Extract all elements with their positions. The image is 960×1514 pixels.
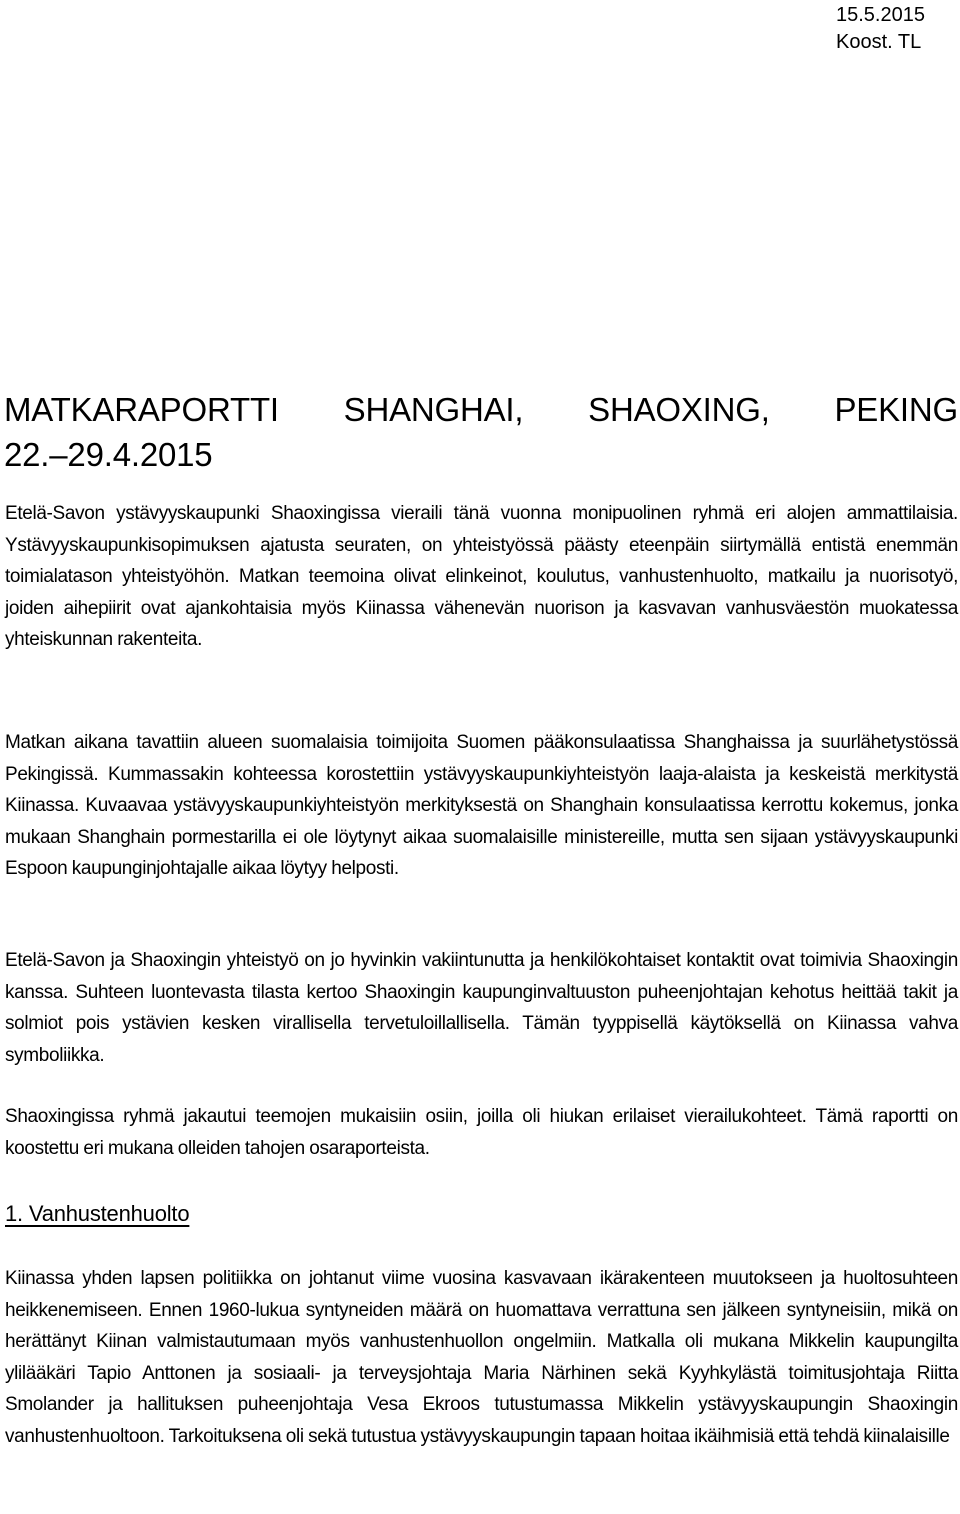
paragraph-intro: Etelä-Savon ystävyyskaupunki Shaoxingissa vieraili tänä vuonna monipuolinen ryhmä eri alojen ammattilaisia. Ystävyyskaupunkisopimuksen ajatusta seuraten, on yhteistyössä päästy eteenpäin siirtymällä entistä enemmän toimialatason yhteistyöhön. Matkan teemoina olivat elinkeinot, koulutus, vanhustenhuolto, matkailu ja nuorisotyö, joiden aihepiirit ovat ajankohtaisia myös Kiinassa vähenevän nuorison ja kasvavan vanhusväestön muokatessa yhteiskunnan rakenteita. bbox=[5, 503, 958, 650]
paragraph-cooperation: Etelä-Savon ja Shaoxingin yhteistyö on jo hyvinkin vakiintunutta ja henkilökohtaiset kontaktit ovat toimivia Shaoxingin kanssa. Suhteen luontevasta tilasta kertoo Shaoxingin kaupunginvaltuuston puheenjohtajan kehotus heittää takit ja solmiot pois ystävien kesken virallisella tervetuloillallisella. Tämän tyyppisellä käytöksellä on Kiinassa vahva symboliikka. bbox=[5, 950, 958, 1066]
title-word-matkaraportti: MATKARAPORTTI bbox=[4, 391, 279, 428]
paragraph-elderly-care: Kiinassa yhden lapsen politiikka on johtanut viime vuosina kasvavaan ikärakenteen muutokseen ja huoltosuhteen heikkenemiseen. Ennen 1960-lukua syntyneiden määrä on huomattava verrattuna sen jälkeen syntyneisiin, mikä on herättänyt Kiinan valmistautumaan myös vanhustenhuollon ongelmiin. Matkalla oli mukana Mikkelin kaupungilta ylilääkäri Tapio Anttonen ja sosiaali- ja terveysjohtaja Maria Närhinen sekä Kyyhkylästä toimitusjohtaja Riitta Smolander ja hallituksen puheenjohtaja Vesa Ekroos tutustumassa Mikkelin ystävyyskaupungin Shaoxingin vanhustenhuoltoon. Tarkoituksena oli sekä tutustua ystävyyskaupungin tapaan hoitaa ikäihmisiä että tehdä kiinalaisille bbox=[5, 1268, 958, 1447]
title-word-peking: PEKING bbox=[834, 391, 958, 428]
document-title bbox=[4, 387, 958, 477]
section-heading: 1. Vanhustenhuolto bbox=[5, 1201, 190, 1226]
header-date: 15.5.2015 bbox=[836, 4, 925, 26]
paragraph-groups: Shaoxingissa ryhmä jakautui teemojen mukaisiin osiin, joilla oli hiukan erilaiset vierailukohteet. Tämä raportti on koostettu eri mukana olleiden tahojen osaraporteista. bbox=[5, 1106, 958, 1159]
paragraph-consulate: Matkan aikana tavattiin alueen suomalaisia toimijoita Suomen pääkonsulaatissa Shanghaissa ja suurlähetystössä Pekingissä. Kummassakin kohteessa korostettiin ystävyyskaupunkiyhteistyön laaja-alaista ja keskeistä merkitystä Kiinassa. Kuvaavaa ystävyyskaupunkiyhteistyön merkityksestä on Shanghain konsulaatissa kerrottu kokemus, jonka mukaan Shanghain pormestarilla ei ole löytynyt aikaa suomalaisille ministereille, mutta sen sijaan ystävyyskaupunki Espoon kaupunginjohtajalle aikaa löytyy helposti. bbox=[5, 732, 958, 879]
document-header bbox=[836, 2, 956, 56]
title-date-range: 22.–29.4.2015 bbox=[4, 436, 213, 473]
title-word-shaoxing: SHAOXING, bbox=[588, 391, 770, 428]
title-line-1 bbox=[4, 387, 958, 432]
header-author: Koost. TL bbox=[836, 31, 922, 53]
title-word-shanghai: SHANGHAI, bbox=[343, 391, 524, 428]
